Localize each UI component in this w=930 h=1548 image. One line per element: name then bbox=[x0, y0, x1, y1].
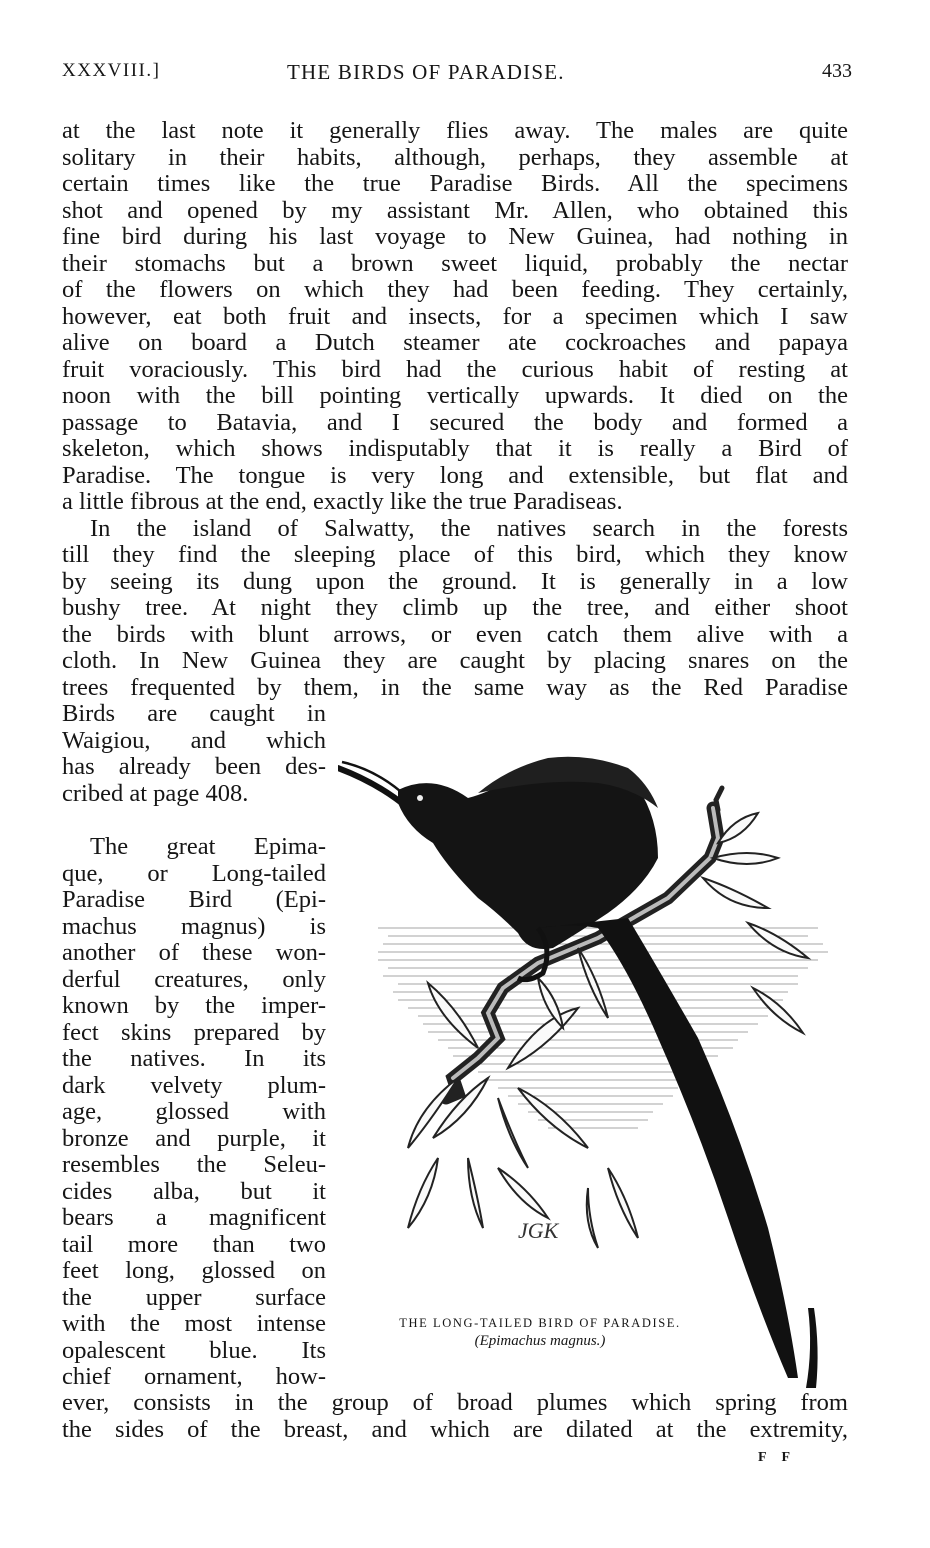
text-line: derful creatures, only bbox=[62, 965, 326, 993]
text-line: bronze and purple, it bbox=[62, 1124, 326, 1152]
figure-caption bbox=[340, 1316, 740, 1350]
running-head bbox=[62, 60, 852, 90]
text-line: however, eat both fruit and insects, for a specimen which I saw bbox=[62, 302, 848, 330]
text-line: cloth. In New Guinea they are caught by placing snares on the bbox=[62, 647, 848, 674]
text-line: alive on board a Dutch steamer ate cockroaches and papaya bbox=[62, 329, 848, 356]
text-line: The great Epima- bbox=[90, 833, 326, 860]
text-line: Waigiou, and which bbox=[62, 726, 326, 754]
text-line: fine bird during his last voyage to New Guinea, had nothing in bbox=[62, 223, 848, 250]
text-line: tail more than two bbox=[62, 1230, 326, 1258]
text-line: has already been des- bbox=[62, 753, 326, 780]
text-line: of the flowers on which they had been feeding. They certainly, bbox=[62, 276, 848, 303]
text-line: bushy tree. At night they climb up the tree, and either shoot bbox=[62, 594, 848, 621]
text-line: feet long, glossed on bbox=[62, 1257, 326, 1284]
paragraph-2-narrow-column bbox=[62, 701, 326, 807]
text-line: the natives. In its bbox=[62, 1045, 326, 1072]
paragraph-2-full-width bbox=[62, 516, 848, 702]
text-line: certain times like the true Paradise Birds. All the specimens bbox=[62, 170, 848, 197]
text-line: age, glossed with bbox=[62, 1098, 326, 1125]
text-line: known by the imper- bbox=[62, 992, 326, 1019]
engraver-monogram: JGK bbox=[518, 1218, 559, 1243]
chapter-number: XXXVIII.] bbox=[62, 60, 161, 81]
text-line: Paradise. The tongue is very long and extensible, but flat and bbox=[62, 461, 848, 489]
text-line: cribed at page 408. bbox=[62, 779, 249, 807]
text-line: skeleton, which shows indisputably that it is really a Bird of bbox=[62, 435, 848, 462]
bird-engraving bbox=[338, 748, 858, 1388]
text-line: at the last note it generally flies away. The males are quite bbox=[62, 117, 848, 144]
text-line: chief ornament, how- bbox=[62, 1363, 326, 1390]
text-line: ever, consists in the group of broad plumes which spring from bbox=[62, 1389, 848, 1416]
page-number: 433 bbox=[822, 60, 852, 82]
text-line: Birds are caught in bbox=[62, 700, 326, 727]
text-line: machus magnus) is bbox=[62, 912, 326, 940]
text-line: dark velvety plum- bbox=[62, 1071, 326, 1099]
text-line: shot and opened by my assistant Mr. Allen, who obtained this bbox=[62, 196, 848, 224]
text-line: fruit voraciously. This bird had the curious habit of resting at bbox=[62, 355, 848, 383]
text-line: resembles the Seleu- bbox=[62, 1151, 326, 1178]
caption-species: (Epimachus magnus.) bbox=[474, 1333, 606, 1349]
text-line: the birds with blunt arrows, or even catch them alive with a bbox=[62, 620, 848, 648]
signature-mark: F F bbox=[758, 1450, 797, 1465]
text-line: another of these won- bbox=[62, 939, 326, 966]
text-line: a little fibrous at the end, exactly like the true Paradiseas. bbox=[62, 488, 623, 515]
text-line: their stomachs but a brown sweet liquid, probably the nectar bbox=[62, 249, 848, 277]
text-line: cides alba, but it bbox=[62, 1177, 326, 1205]
bird bbox=[338, 757, 818, 1388]
text-line: que, or Long-tailed bbox=[62, 859, 326, 887]
paragraph-3-narrow-column bbox=[62, 834, 326, 1391]
text-line: with the most intense bbox=[62, 1310, 326, 1337]
text-line: opalescent blue. Its bbox=[62, 1336, 326, 1364]
bird-of-paradise-illustration bbox=[338, 748, 858, 1388]
text-line: noon with the bill pointing vertically upwards. It died on the bbox=[62, 382, 848, 409]
text-line: In the island of Salwatty, the natives search in the forests bbox=[90, 514, 848, 542]
text-line: till they find the sleeping place of this bird, which they know bbox=[62, 541, 848, 568]
text-line: solitary in their habits, although, perhaps, they assemble at bbox=[62, 143, 848, 171]
text-line: trees frequented by them, in the same way as the Red Paradise bbox=[62, 673, 848, 701]
text-line: the upper surface bbox=[62, 1283, 326, 1311]
text-line: passage to Batavia, and I secured the body and formed a bbox=[62, 408, 848, 436]
text-line: bears a magnificent bbox=[62, 1204, 326, 1231]
paragraph-3-full-width bbox=[62, 1390, 848, 1443]
running-title: THE BIRDS OF PARADISE. bbox=[287, 60, 565, 84]
caption-title: THE LONG-TAILED BIRD OF PARADISE. bbox=[399, 1316, 681, 1330]
text-line: Paradise Bird (Epi- bbox=[62, 886, 326, 913]
text-line: fect skins prepared by bbox=[62, 1018, 326, 1046]
text-line: by seeing its dung upon the ground. It is generally in a low bbox=[62, 567, 848, 595]
text-line: the sides of the breast, and which are dilated at the extremity, bbox=[62, 1415, 848, 1443]
paragraph-1 bbox=[62, 118, 848, 516]
